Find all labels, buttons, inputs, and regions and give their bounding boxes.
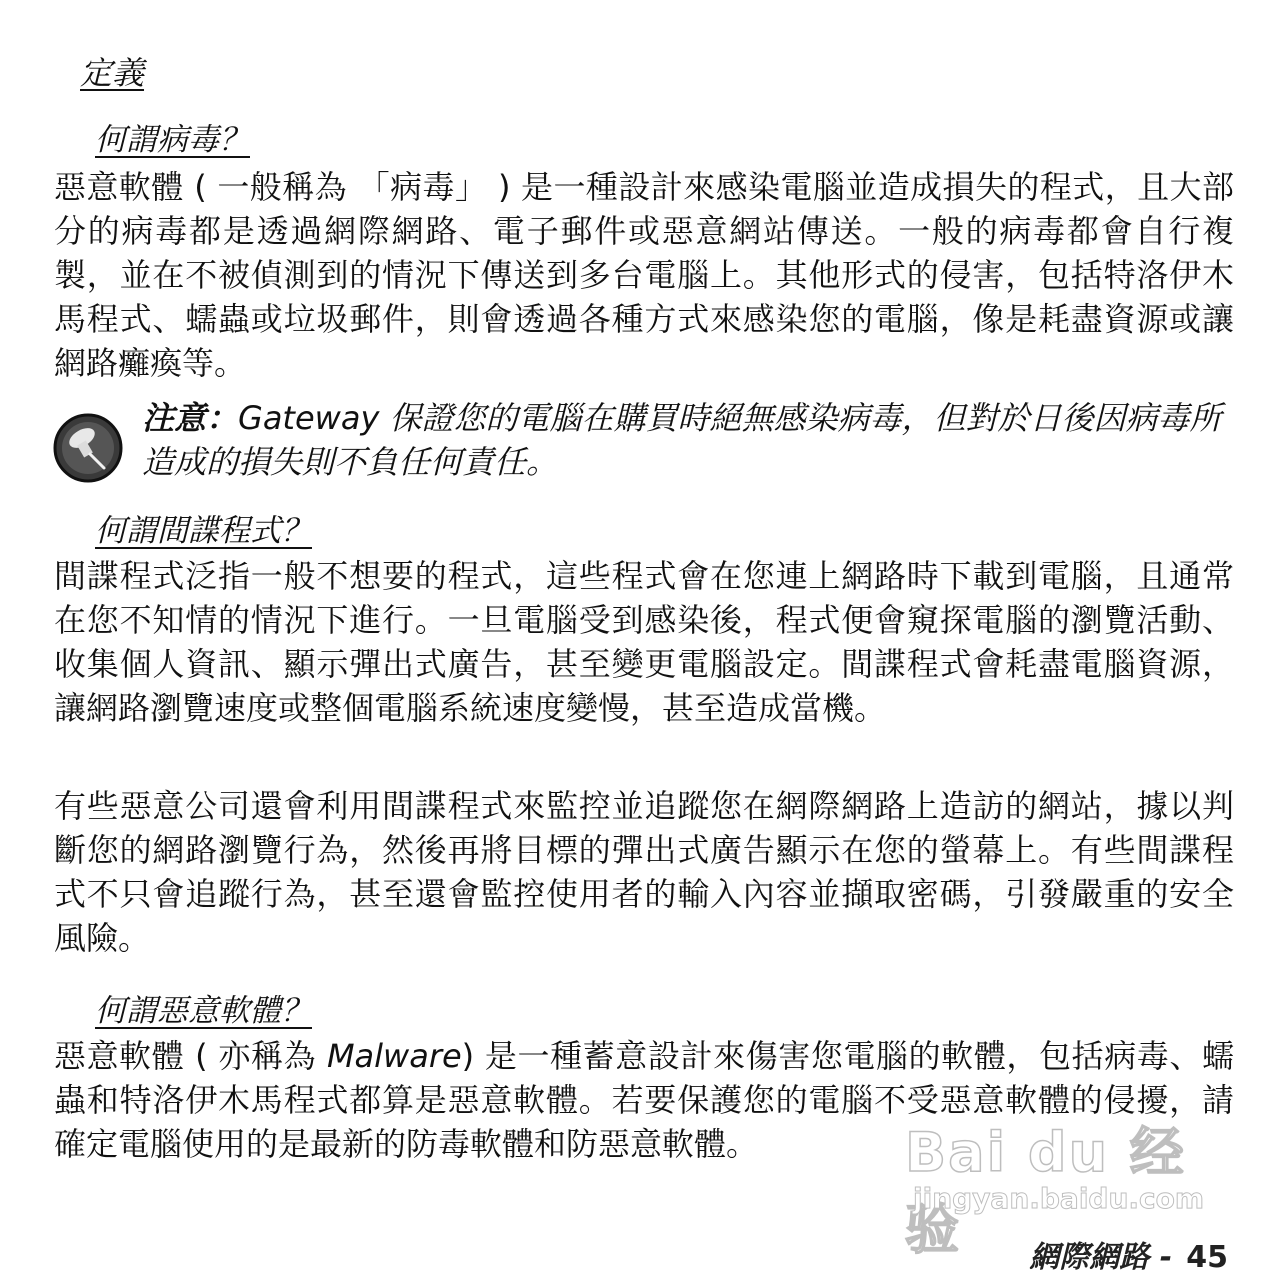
- heading-malware: 何謂惡意軟體？: [95, 993, 312, 1029]
- page-footer: [1029, 1232, 1228, 1276]
- footer-chapter: 網際網路 -: [1029, 1240, 1173, 1275]
- watermark-url: jingyan.baidu.com: [913, 1182, 1205, 1215]
- heading-virus: 何謂病毒？: [95, 122, 250, 158]
- note-body: Gateway 保證您的電腦在購買時絕無感染病毒，但對於日後因病毒所造成的損失則不負任何責任。: [142, 399, 1222, 481]
- page-number: 45: [1186, 1240, 1228, 1275]
- malware-text-end: ) 是一種蓄意設計來傷害您電腦的軟體，包括病毒、蠕蟲和特洛伊木馬程式都算是惡意軟體。若要保護您的電腦不受惡意軟體的侵擾，請確定電腦使用的是最新的防毒軟體和防惡意軟體。: [54, 1037, 1234, 1163]
- watermark-main-text: Bai du 经验: [905, 1121, 1186, 1261]
- malware-term: Malware: [326, 1037, 462, 1075]
- malware-text-start: 惡意軟體 ( 亦稱為: [54, 1037, 327, 1075]
- paragraph-spyware-1: 間諜程式泛指一般不想要的程式，這些程式會在您連上網路時下載到電腦，且通常在您不知情的情況下進行。一旦電腦受到感染後，程式便會窺探電腦的瀏覽活動、收集個人資訊、顯示彈出式廣告，甚至變更電腦設定。間諜程式會耗盡電腦資源，讓網路瀏覽速度或整個電腦系統速度變慢，甚至造成當機。: [54, 557, 1234, 727]
- paragraph-virus: 惡意軟體 ( 一般稱為 「病毒」 ) 是一種設計來感染電腦並造成損失的程式，且大部分的病毒都是透過網際網路、電子郵件或惡意網站傳送。一般的病毒都會自行複製，並在不被偵測到的情況下傳送到多台電腦上。其他形式的侵害，包括特洛伊木馬程式、蠕蟲或垃圾郵件，則會透過各種方式來感染您的電腦，像是耗盡資源或讓網路癱瘓等。: [54, 168, 1234, 382]
- section-title: 定義: [80, 54, 145, 92]
- pushpin-icon: [50, 410, 126, 486]
- paragraph-spyware-2: 有些惡意公司還會利用間諜程式來監控並追蹤您在網際網路上造訪的網站，據以判斷您的網路瀏覽行為，然後再將目標的彈出式廣告顯示在您的螢幕上。有些間諜程式不只會追蹤行為，甚至還會監控使用者的輸入內容並擷取密碼，引發嚴重的安全風險。: [54, 787, 1234, 957]
- note-label: 注意：: [142, 399, 239, 437]
- heading-spyware: 何謂間諜程式？: [95, 513, 312, 549]
- note-text: [142, 396, 1237, 484]
